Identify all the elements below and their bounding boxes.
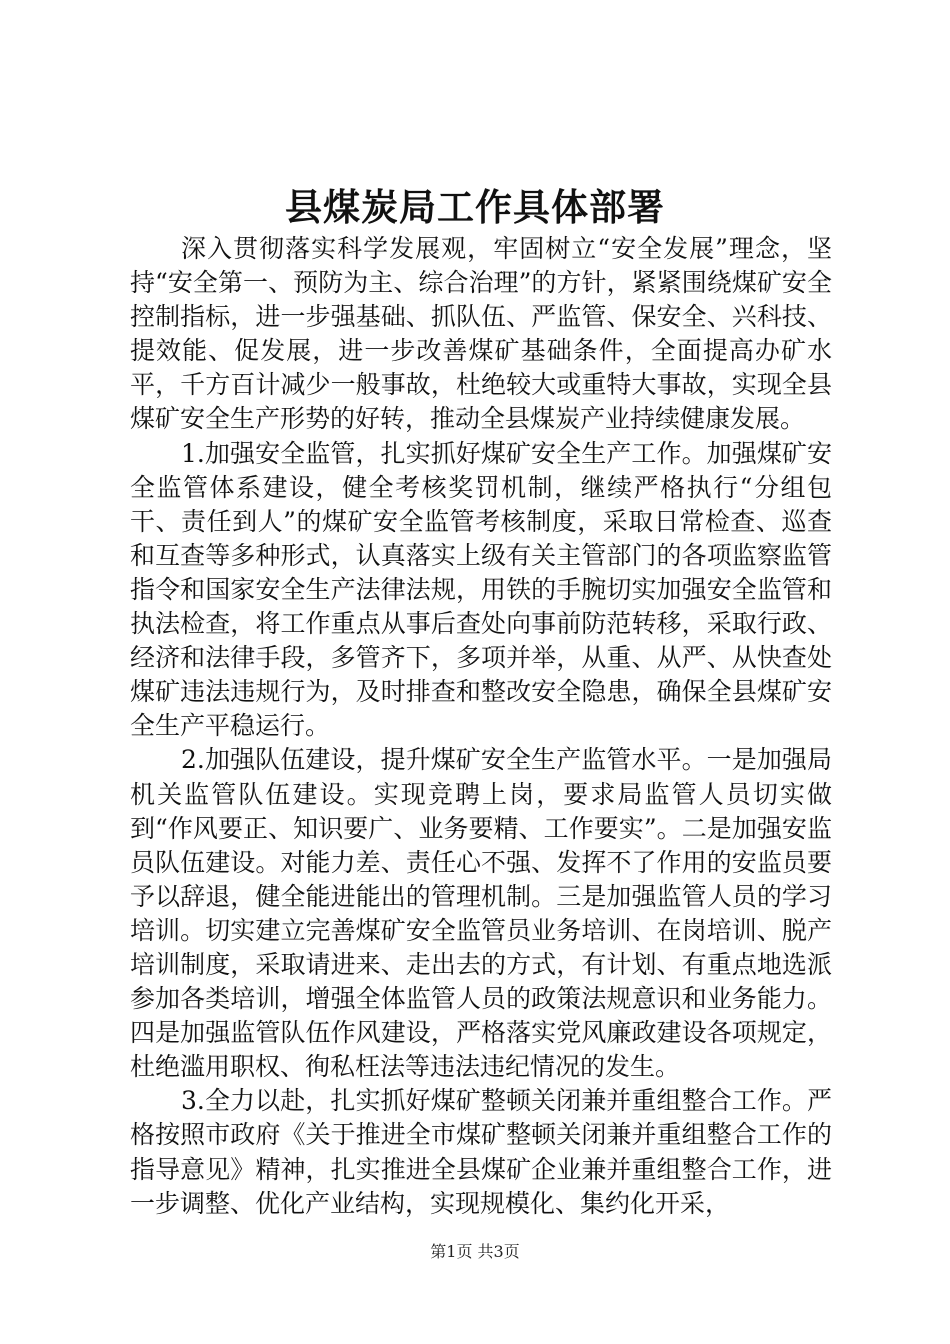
intro-paragraph: 深入贯彻落实科学发展观，牢固树立“安全发展”理念，坚持“安全第一、预防为主、综合治理”的方针，紧紧围绕煤矿安全控制指标，进一步强基础、抓队伍、严监管、保安全、兴科技、提效能、促发展，进一步改善煤矿基础条件，全面提高办矿水平，千方百计减少一般事故，杜绝较大或重特大事故，实现全县煤矿安全生产形势的好转，推动全县煤炭产业持续健康发展。 [130,234,832,434]
section-3-paragraph: 3.全力以赴，扎实抓好煤矿整顿关闭兼并重组整合工作。严格按照市政府《关于推进全市煤矿整顿关闭兼并重组整合工作的指导意见》精神，扎实推进全县煤矿企业兼并重组整合工作，进一步调整、优化产业结构，实现规模化、集约化开采， [130,1086,832,1218]
page-number-footer: 第1页 共3页 [430,1242,520,1261]
section-1-paragraph: 1.加强安全监管，扎实抓好煤矿安全生产工作。加强煤矿安全监管体系建设，健全考核奖罚机制，继续严格执行“分组包干、责任到人”的煤矿安全监管考核制度，采取日常检查、巡查和互查等多种形式，认真落实上级有关主管部门的各项监察监管指令和国家安全生产法律法规，用铁的手腕切实加强安全监管和执法检查，将工作重点从事后查处向事前防范转移，采取行政、经济和法律手段，多管齐下，多项并举，从重、从严、从快查处煤矿违法违规行为，及时排查和整改安全隐患，确保全县煤矿安全生产平稳运行。 [130,438,832,741]
section-2-paragraph: 2.加强队伍建设，提升煤矿安全生产监管水平。一是加强局机关监管队伍建设。实现竞聘上岗，要求局监管人员切实做到“作风要正、知识要广、业务要精、工作要实”。二是加强安监员队伍建设。对能力差、责任心不强、发挥不了作用的安监员要予以辞退，健全能进能出的管理机制。三是加强监管人员的学习培训。切实建立完善煤矿安全监管员业务培训、在岗培训、脱产培训制度，采取请进来、走出去的方式，有计划、有重点地选派参加各类培训，增强全体监管人员的政策法规意识和业务能力。四是加强监管队伍作风建设，严格落实党风廉政建设各项规定，杜绝滥用职权、徇私枉法等违法违纪情况的发生。 [130,745,832,1082]
document-body [130,232,832,1221]
document-title: 县煤炭局工作具体部署 [285,185,665,229]
